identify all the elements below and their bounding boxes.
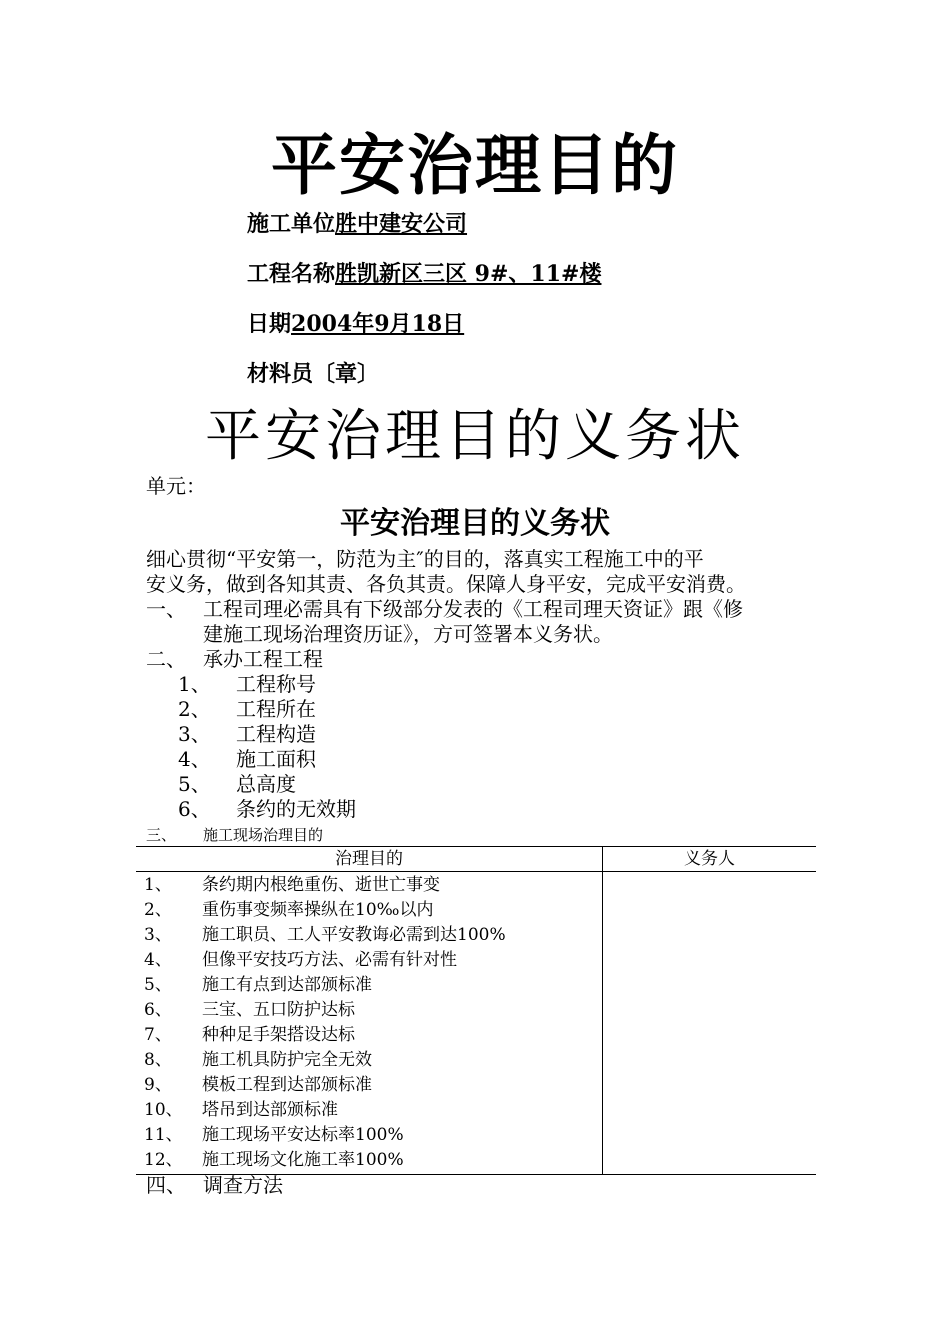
intro-paragraph (146, 547, 810, 597)
row-number: 2、 (144, 900, 172, 920)
row-text: 三宝、五口防护达标 (202, 1000, 355, 1020)
field-label: 工程名称 (247, 261, 336, 287)
row-text: 种种足手架搭设达标 (202, 1025, 355, 1045)
row-number: 4、 (144, 950, 172, 970)
field-value: 胜中建安公司 (335, 211, 468, 237)
section-number: 三、 (146, 826, 177, 844)
field-label: 材料员〔章〕 (247, 361, 380, 387)
field-project-name (247, 259, 601, 289)
list-item (178, 672, 316, 697)
item-text: 工程构造 (236, 722, 316, 746)
row-number: 1、 (144, 875, 172, 895)
item-text: 工程所在 (236, 697, 316, 721)
row-number: 5、 (144, 975, 172, 995)
letter-title: 平安治理目的义务状 (205, 404, 745, 469)
table-row (136, 898, 602, 923)
goal-list (136, 872, 602, 1174)
item-number: 4、 (178, 747, 211, 771)
responsible-cell (603, 872, 817, 1175)
row-number: 6、 (144, 1000, 172, 1020)
row-text: 模板工程到达部颁标准 (202, 1075, 372, 1095)
field-value: 胜凯新区三区 9#、11#楼 (335, 261, 602, 287)
table-row (136, 1023, 602, 1048)
section-number: 一、 (146, 597, 186, 621)
list-item (178, 797, 356, 822)
row-text: 但像平安技巧方法、必需有针对性 (202, 950, 457, 970)
table-row (136, 1098, 602, 1123)
table-row (136, 1073, 602, 1098)
row-number: 11、 (144, 1125, 183, 1145)
letter-subtitle: 平安治理目的义务状 (340, 506, 610, 541)
row-text: 重伤事变频率操纵在10‰以内 (202, 900, 434, 920)
intro-line: 细心贯彻“平安第一，防范为主″的目的，落真实工程施工中的平 (146, 547, 704, 571)
table-row (136, 1123, 602, 1148)
unit-label: 单元： (146, 474, 206, 498)
row-number: 8、 (144, 1050, 172, 1070)
row-text: 施工职员、工人平安教诲必需到达100% (202, 925, 506, 945)
row-text: 施工现场文化施工率100% (202, 1150, 404, 1170)
field-date (247, 309, 464, 339)
table-row (136, 973, 602, 998)
item-number: 5、 (178, 772, 211, 796)
section-1 (146, 597, 810, 647)
table-row (136, 873, 602, 898)
section-number: 二、 (146, 647, 186, 671)
field-material-officer (247, 359, 379, 389)
item-number: 6、 (178, 797, 211, 821)
list-item (178, 697, 316, 722)
list-item (178, 722, 316, 747)
item-number: 1、 (178, 672, 211, 696)
table-row (136, 1048, 602, 1073)
section-title: 施工现场治理目的 (203, 826, 324, 844)
field-label: 施工单位 (247, 211, 336, 237)
field-construction-unit (247, 209, 467, 239)
header-responsible: 义务人 (603, 847, 817, 872)
header-goal: 治理目的 (136, 847, 603, 872)
row-number: 7、 (144, 1025, 172, 1045)
list-item (178, 772, 296, 797)
goals-table (136, 846, 816, 1175)
row-text: 条约期内根绝重伤、逝世亡事变 (202, 875, 440, 895)
row-text: 施工机具防护完全无效 (202, 1050, 372, 1070)
item-text: 总高度 (236, 772, 296, 796)
section-title: 承办工程工程 (203, 647, 323, 671)
row-text: 塔吊到达部颁标准 (202, 1100, 338, 1120)
list-item (178, 747, 316, 772)
section-text: 工程司理必需具有下级部分发表的《工程司理天资证》跟《修 (203, 597, 743, 621)
intro-line: 安义务，做到各知其责、各负其责。保障人身平安，完成平安消费。 (146, 572, 746, 596)
section-2 (146, 647, 446, 672)
section-title: 调查方法 (203, 1173, 283, 1197)
table-body-row (136, 872, 816, 1175)
item-number: 3、 (178, 722, 211, 746)
section-3 (146, 824, 446, 846)
table-header-row (136, 847, 816, 872)
field-value: 2004年9月18日 (291, 311, 465, 337)
table-row (136, 948, 602, 973)
item-text: 施工面积 (236, 747, 316, 771)
table-row (136, 923, 602, 948)
section-number: 四、 (146, 1173, 186, 1197)
table-row (136, 1148, 602, 1173)
row-number: 12、 (144, 1150, 183, 1170)
item-number: 2、 (178, 697, 211, 721)
section-4 (146, 1173, 446, 1198)
cover-title: 平安治理目的 (271, 126, 679, 204)
row-text: 施工有点到达部颁标准 (202, 975, 372, 995)
row-number: 3、 (144, 925, 172, 945)
row-text: 施工现场平安达标率100% (202, 1125, 404, 1145)
row-number: 9、 (144, 1075, 172, 1095)
field-label: 日期 (247, 311, 292, 337)
table-row (136, 998, 602, 1023)
item-text: 条约的无效期 (236, 797, 356, 821)
goals-cell (136, 872, 603, 1175)
item-text: 工程称号 (236, 672, 316, 696)
row-number: 10、 (144, 1100, 183, 1120)
section-text: 建施工现场治理资历证》，方可签署本义务状。 (203, 622, 613, 646)
